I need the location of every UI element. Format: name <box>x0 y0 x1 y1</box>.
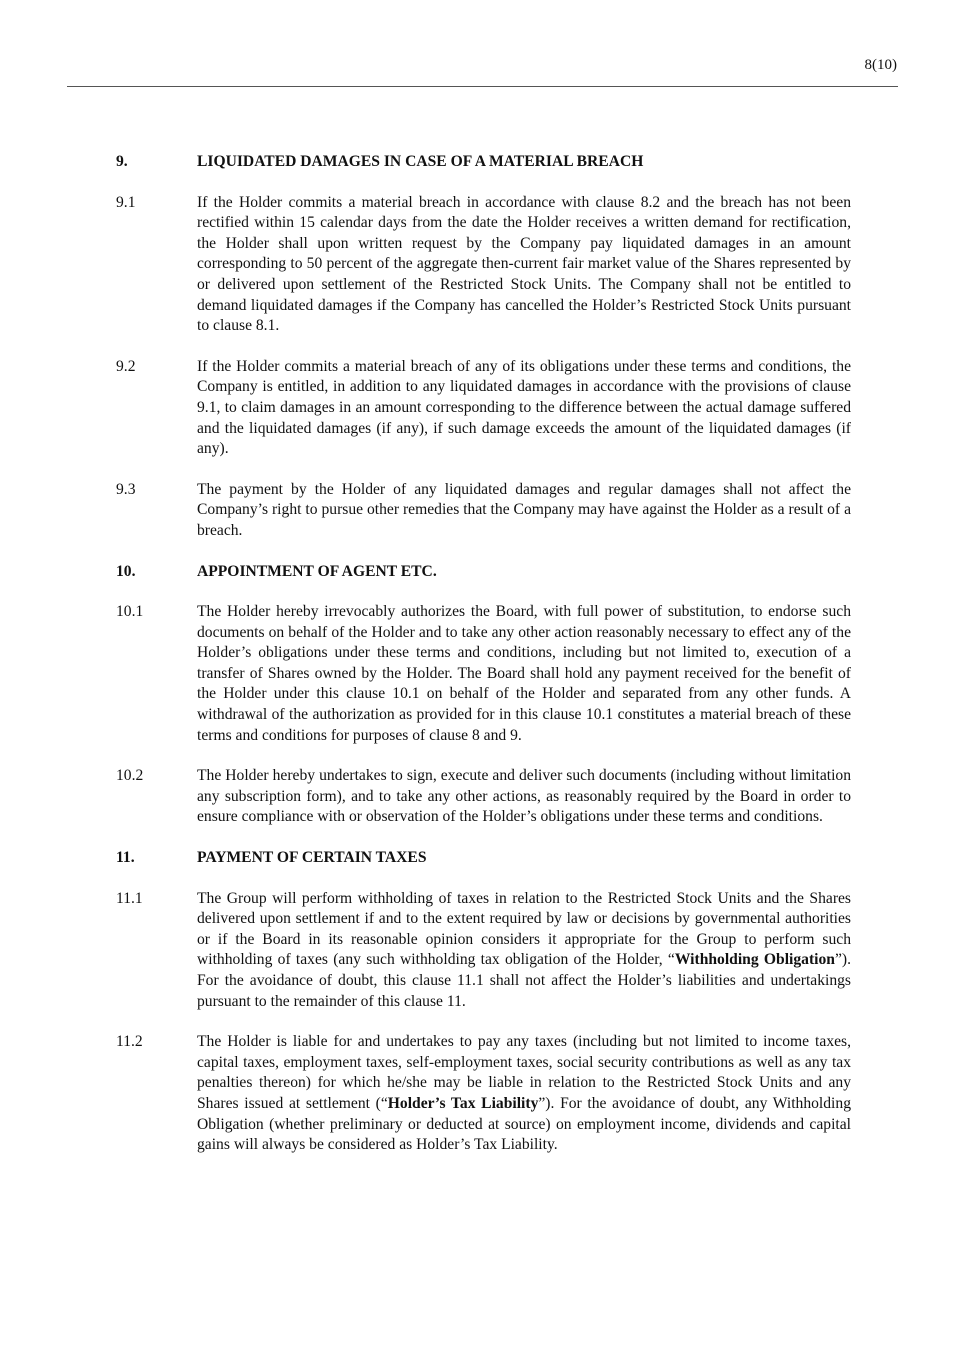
clause-text <box>197 1032 851 1156</box>
clause <box>116 602 851 746</box>
section-heading <box>116 152 851 173</box>
clause-number: 10.2 <box>116 767 144 785</box>
defined-term: Holder’s Tax Liability <box>387 1094 539 1112</box>
clause <box>116 1032 851 1156</box>
section-number: 10. <box>116 562 136 580</box>
clause-number: 9.3 <box>116 480 136 498</box>
clause-text-segment: The Holder is liable for and undertakes to pay any taxes (including but not limited to income taxes, capital taxes, employment taxes, self-employment taxes, social security contributions as well as any tax penalties thereon) for which he/she may be liable in relation to the Restricted Stock Units and any Shares issued at settlement (“ <box>197 1033 851 1112</box>
clause <box>116 889 851 1013</box>
clause <box>116 766 851 828</box>
clause-text-segment: The Holder hereby undertakes to sign, execute and deliver such documents (including without limitation any subscription form), and to take any other actions, as reasonably required by the Board in order to ensure compliance with or observation of the Holder’s obligations under these terms and conditions. <box>197 767 851 826</box>
section-heading <box>116 562 851 583</box>
page-number: 8(10) <box>864 57 897 73</box>
defined-term: Withholding Obligation <box>674 951 835 969</box>
clause-text-segment: ”). For the avoidance of doubt, this clause 11.1 shall not affect the Holder’s liabilities and undertakings pursuant to the remainder of this clause 11. <box>197 951 851 1010</box>
section-title: PAYMENT OF CERTAIN TAXES <box>197 849 427 867</box>
clause-text-segment: The Group will perform withholding of taxes in relation to the Restricted Stock Units and the Shares delivered upon settlement if and to the extent required by law or decisions by governmental authorities or if the Board in its reasonable opinion considers it appropriate for the Group to perform such withholding of taxes (any such withholding tax obligation of the Holder, “ <box>197 889 851 969</box>
clause-text <box>197 193 851 337</box>
section-number: 9. <box>116 153 128 170</box>
section-title: LIQUIDATED DAMAGES IN CASE OF A MATERIAL BREACH <box>197 153 644 170</box>
clause-text <box>197 602 851 746</box>
document-body <box>116 152 851 1176</box>
clause-text-segment: If the Holder commits a material breach in accordance with clause 8.2 and the breach has not been rectified within 15 calendar days from the date the Holder receives a written demand for rectification, the Holder shall upon written request by the Company pay liquidated damages in an amount corresponding to 50 percent of the aggregate then-current fair market value of the Shares represented by or delivered upon settlement of the Restricted Stock Units. The Company shall not be entitled to demand liquidated damages if the Company has cancelled the Holder’s Restricted Stock Units pursuant to clause 8.1. <box>197 193 851 335</box>
clause-text-segment: If the Holder commits a material breach of any of its obligations under these terms and conditions, the Company is entitled, in addition to any liquidated damages in accordance with the provisions of clause 9.1, to claim damages in an amount corresponding to the difference between the actual damage suffered and the liquidated damages (if any), if such damage exceeds the amount of the liquidated damages (if any). <box>197 357 851 458</box>
clause-number: 9.2 <box>116 357 136 375</box>
clause-text <box>197 480 851 542</box>
clause <box>116 193 851 337</box>
clause-text <box>197 766 851 828</box>
clause-text <box>197 889 851 1013</box>
clause-text <box>197 357 851 460</box>
clause-text-segment: The payment by the Holder of any liquidated damages and regular damages shall not affect the Company’s right to pursue other remedies that the Company may have against the Holder as a result of a breach. <box>197 480 851 539</box>
section-title: APPOINTMENT OF AGENT ETC. <box>197 562 437 580</box>
clause <box>116 357 851 460</box>
clause-text-segment: The Holder hereby irrevocably authorizes the Board, with full power of substitution, to endorse such documents on behalf of the Holder and to take any other action reasonably necessary to effect any of the Holder’s obligations under these terms and conditions, including but not limited to, execution of a transfer of Shares owned by the Holder. The Board shall hold any payment received for the benefit of the Holder under this clause 10.1 on behalf of the Holder and separated from any other funds. A withdrawal of the authorization as provided for in this clause 10.1 constitutes a material breach of these terms and conditions for purposes of clause 8 and 9. <box>197 603 851 744</box>
clause <box>116 480 851 542</box>
clause-text-segment: ”). For the avoidance of doubt, any Withholding Obligation (whether preliminary or deducted at source) on employment income, dividends and capital gains will always be considered as Holder’s Tax Liability. <box>197 1094 851 1154</box>
clause-number: 11.2 <box>116 1033 143 1051</box>
section-heading <box>116 848 851 869</box>
clause-number: 11.1 <box>116 889 143 907</box>
section-number: 11. <box>116 849 135 867</box>
header-divider <box>67 86 898 87</box>
clause-number: 9.1 <box>116 193 136 211</box>
clause-number: 10.1 <box>116 603 144 621</box>
